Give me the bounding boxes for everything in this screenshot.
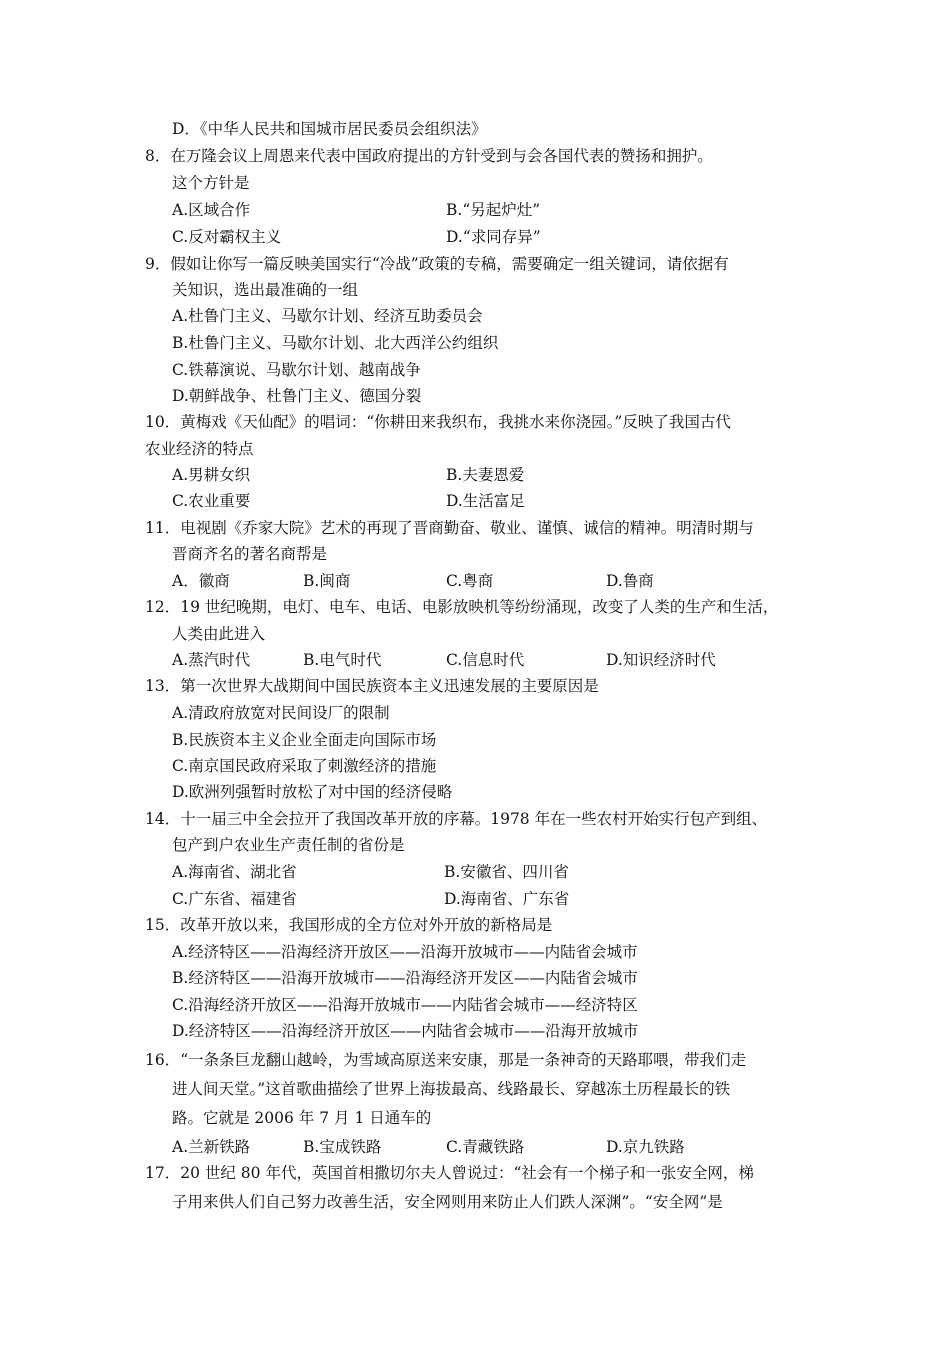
q15-option-b: B.经济特区——沿海开放城市——沿海经济开发区——内陆省会城市 xyxy=(172,969,638,987)
q13-option-a: A.清政府放宽对民间设厂的限制 xyxy=(172,704,390,722)
q9-option-b: B.杜鲁门主义、马歇尔计划、北大西洋公约组织 xyxy=(172,334,499,352)
q12-stem-line1: 12．19 世纪晚期，电灯、电车、电话、电影放映机等纷纷涌现，改变了人类的生产和生活， xyxy=(145,598,779,616)
q16-option-c: C.青藏铁路 xyxy=(446,1138,525,1156)
q9-option-c: C.铁幕演说、马歇尔计划、越南战争 xyxy=(172,361,421,379)
q9-stem-line1: 9．假如让你写一篇反映美国实行“冷战”政策的专稿，需要确定一组关键词，请依据有 xyxy=(145,255,729,273)
q14-option-c: C.广东省、福建省 xyxy=(172,890,297,908)
q11-option-d: D.鲁商 xyxy=(606,572,654,590)
q12-option-d: D.知识经济时代 xyxy=(606,651,716,669)
q16-option-a: A.兰新铁路 xyxy=(172,1138,251,1156)
q17-stem-line1: 17．20 世纪 80 年代，英国首相撒切尔夫人曾说过：“社会有一个梯子和一张安全网，梯 xyxy=(145,1164,754,1182)
q9-option-d: D.朝鲜战争、杜鲁门主义、德国分裂 xyxy=(172,387,422,405)
q16-option-d: D.京九铁路 xyxy=(606,1138,685,1156)
q11-stem-line1: 11．电视剧《乔家大院》艺术的再现了晋商勤奋、敬业、谨慎、诚信的精神。明清时期与 xyxy=(145,519,754,537)
q10-option-d: D.生活富足 xyxy=(446,492,525,510)
q8-option-b: B.“另起炉灶” xyxy=(446,201,541,219)
q10-option-a: A.男耕女织 xyxy=(172,466,251,484)
q8-option-d: D.“求同存异” xyxy=(446,228,541,246)
q16-option-b: B.宝成铁路 xyxy=(303,1138,382,1156)
q10-stem-line2: 农业经济的特点 xyxy=(145,440,254,458)
q12-option-a: A.蒸汽时代 xyxy=(172,651,251,669)
q7-option-d: D．《中华人民共和国城市居民委员会组织法》 xyxy=(172,120,487,138)
q15-option-d: D.经济特区——沿海经济开放区——内陆省会城市——沿海开放城市 xyxy=(172,1022,639,1040)
q8-option-a: A.区域合作 xyxy=(172,201,251,219)
q11-stem-line2: 晋商齐名的著名商帮是 xyxy=(172,545,328,563)
q16-stem-line3: 路。它就是 2006 年 7 月 1 日通车的 xyxy=(172,1109,432,1127)
q8-option-c: C.反对霸权主义 xyxy=(172,228,282,246)
q8-stem-line1: 8．在万隆会议上周恩来代表中国政府提出的方针受到与会各国代表的赞扬和拥护。 xyxy=(145,147,713,165)
q14-option-d: D.海南省、广东省 xyxy=(444,890,570,908)
q12-option-c: C.信息时代 xyxy=(446,651,525,669)
q10-option-b: B.夫妻恩爱 xyxy=(446,466,525,484)
q12-stem-line2: 人类由此进入 xyxy=(172,625,266,643)
q14-stem-line1: 14．十一届三中全会拉开了我国改革开放的序幕。1978 年在一些农村开始实行包产到组、 xyxy=(145,810,768,828)
q14-stem-line2: 包产到户农业生产责任制的省份是 xyxy=(172,836,405,854)
q11-option-a: A．徽商 xyxy=(172,572,230,590)
q15-option-a: A.经济特区——沿海经济开放区——沿海开放城市——内陆省会城市 xyxy=(172,943,638,961)
q10-stem-line1: 10．黄梅戏《天仙配》的唱词：“你耕田来我织布，我挑水来你浇园。”反映了我国古代 xyxy=(145,413,731,431)
q13-option-b: B.民族资本主义企业全面走向国际市场 xyxy=(172,731,437,749)
q10-option-c: C.农业重要 xyxy=(172,492,251,510)
q9-stem-line2: 关知识，选出最准确的一组 xyxy=(172,281,359,299)
q13-option-c: C.南京国民政府采取了刺激经济的措施 xyxy=(172,757,437,775)
q16-stem-line1: 16．“一条条巨龙翻山越岭，为雪域高原送来安康，那是一条神奇的天路耶喂，带我们走 xyxy=(145,1051,747,1069)
q14-option-a: A.海南省、湖北省 xyxy=(172,863,297,881)
q17-stem-line2: 子用来供人们自己努力改善生活，安全网则用来防止人们跌人深渊”。“安全网”是 xyxy=(172,1193,723,1211)
q13-stem-line1: 13．第一次世界大战期间中国民族资本主义迅速发展的主要原因是 xyxy=(145,677,599,695)
q9-option-a: A.杜鲁门主义、马歇尔计划、经济互助委员会 xyxy=(172,307,483,325)
q13-option-d: D.欧洲列强暂时放松了对中国的经济侵略 xyxy=(172,783,453,801)
q15-option-c: C.沿海经济开放区——沿海开放城市——内陆省会城市——经济特区 xyxy=(172,996,638,1014)
q16-stem-line2: 进人间天堂。”这首歌曲描绘了世界上海拔最高、线路最长、穿越冻土历程最长的铁 xyxy=(172,1080,731,1098)
q11-option-c: C.粤商 xyxy=(446,572,494,590)
q11-option-b: B.闽商 xyxy=(303,572,351,590)
q8-stem-line2: 这个方针是 xyxy=(172,174,250,192)
q14-option-b: B.安徽省、四川省 xyxy=(444,863,569,881)
q15-stem-line1: 15．改革开放以来，我国形成的全方位对外开放的新格局是 xyxy=(145,916,553,934)
q12-option-b: B.电气时代 xyxy=(303,651,382,669)
